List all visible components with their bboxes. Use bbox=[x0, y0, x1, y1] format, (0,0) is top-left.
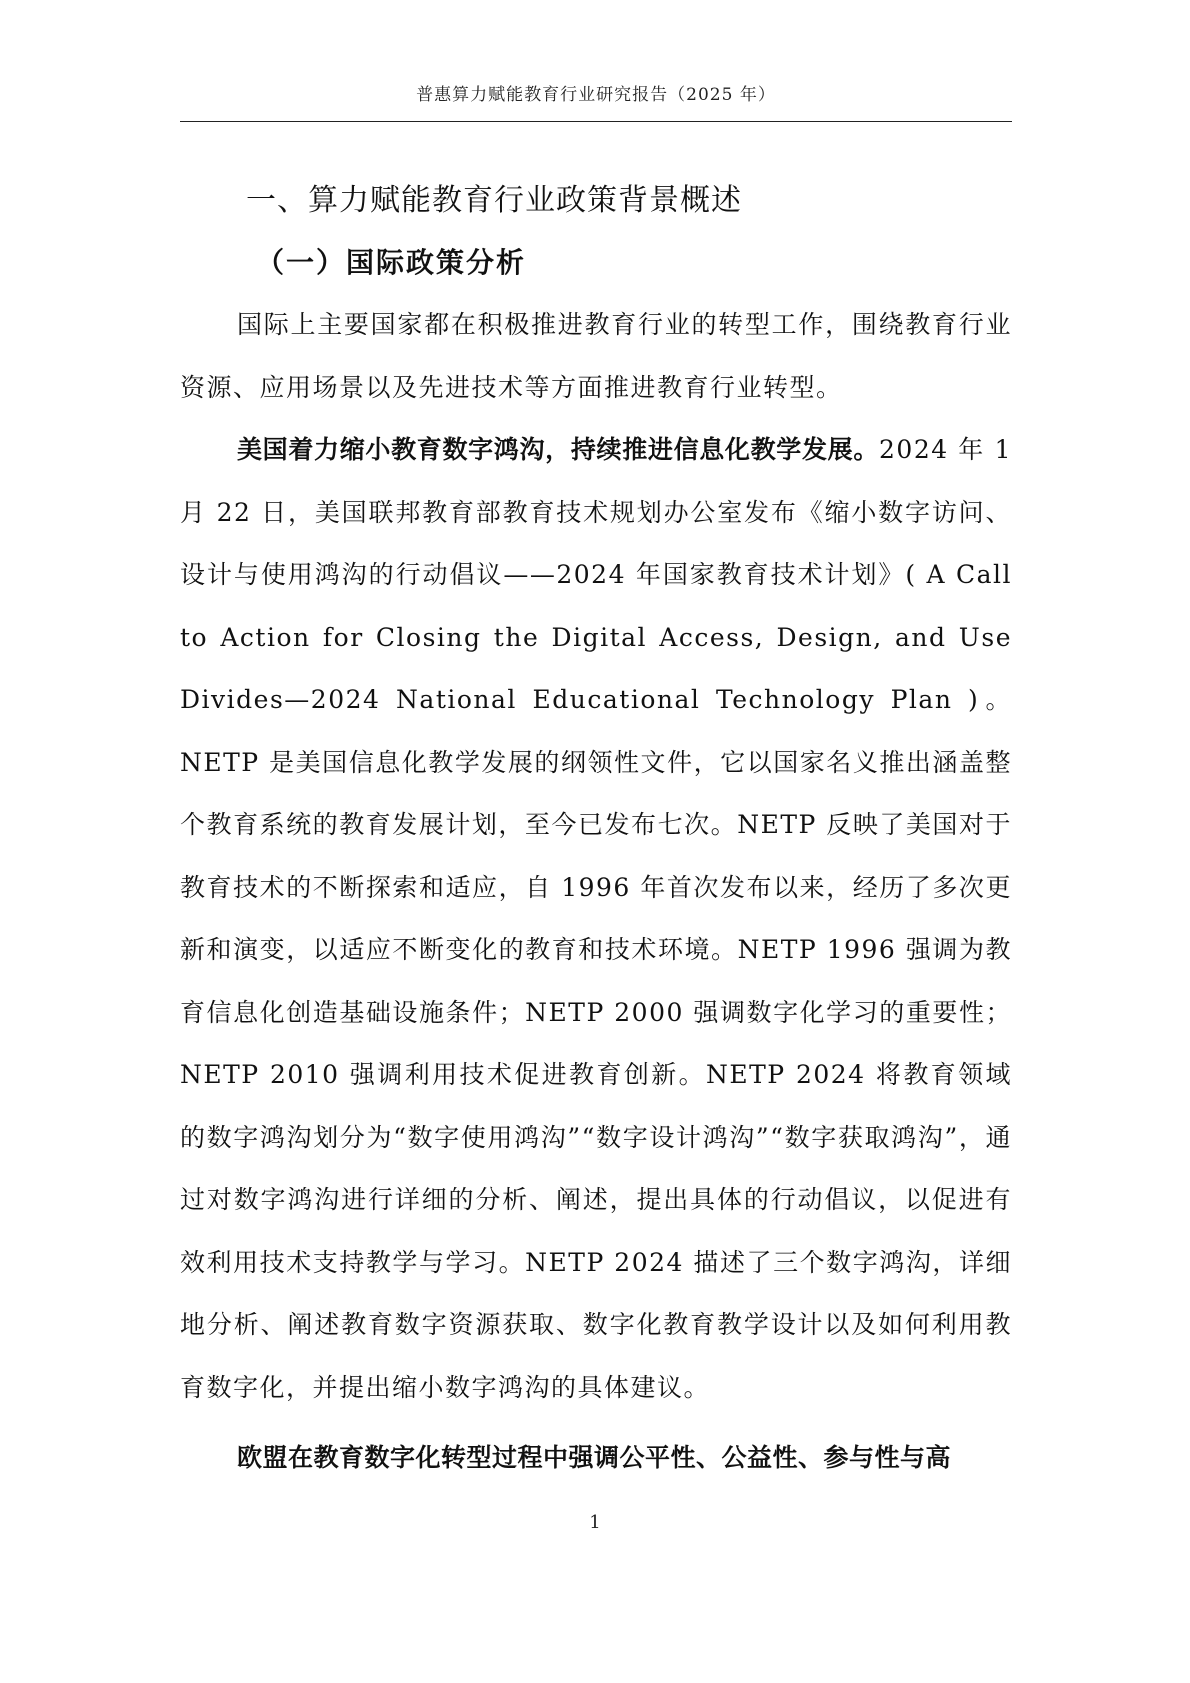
paragraph-eu bbox=[180, 1427, 1012, 1490]
paragraph-usa-body: 2024 年 1 月 22 日，美国联邦教育部教育技术规划办公室发布《缩小数字访问、设计与使用鸿沟的行动倡议——2024 年国家教育技术计划》( A Call to Action for Closing the Digital Access, Design, and Use Divides—2024 National Educational Technology Plan )。NETP 是美国信息化教学发展的纲领性文件，它以国家名义推出涵盖整个教育系统的教育发展计划，至今已发布七次。NETP 反映了美国对于教育技术的不断探索和适应，自 1996 年首次发布以来，经历了多次更新和演变，以适应不断变化的教育和技术环境。NETP 1996 强调为教育信息化创造基础设施条件；NETP 2000 强调数字化学习的重要性；NETP 2010 强调利用技术促进教育创新。NETP 2024 将教育领域的数字鸿沟划分为“数字使用鸿沟”“数字设计鸿沟”“数字获取鸿沟”，通过对数字鸿沟进行详细的分析、阐述，提出具体的行动倡议，以促进有效利用技术支持教学与学习。NETP 2024 描述了三个数字鸿沟，详细地分析、阐述教育数字资源获取、数字化教育教学设计以及如何利用教育数字化，并提出缩小数字鸿沟的具体建议。 bbox=[180, 435, 1012, 1402]
subsection-heading: （一）国际政策分析 bbox=[256, 246, 527, 279]
section-heading: 一、算力赋能教育行业政策背景概述 bbox=[246, 183, 742, 218]
paragraph-intro: 国际上主要国家都在积极推进教育行业的转型工作，围绕教育行业资源、应用场景以及先进技术等方面推进教育行业转型。 bbox=[180, 310, 1012, 402]
paragraph-usa bbox=[180, 419, 1012, 1419]
header-divider bbox=[180, 121, 1012, 122]
paragraph-usa-lead: 美国着力缩小教育数字鸿沟，持续推进信息化教学发展。 bbox=[237, 435, 880, 464]
running-header: 普惠算力赋能教育行业研究报告（2025 年） bbox=[416, 85, 776, 105]
paragraph-eu-lead: 欧盟在教育数字化转型过程中强调公平性、公益性、参与性与高 bbox=[237, 1443, 952, 1472]
page-body bbox=[180, 170, 1012, 1490]
page-number: 1 bbox=[589, 1512, 601, 1533]
